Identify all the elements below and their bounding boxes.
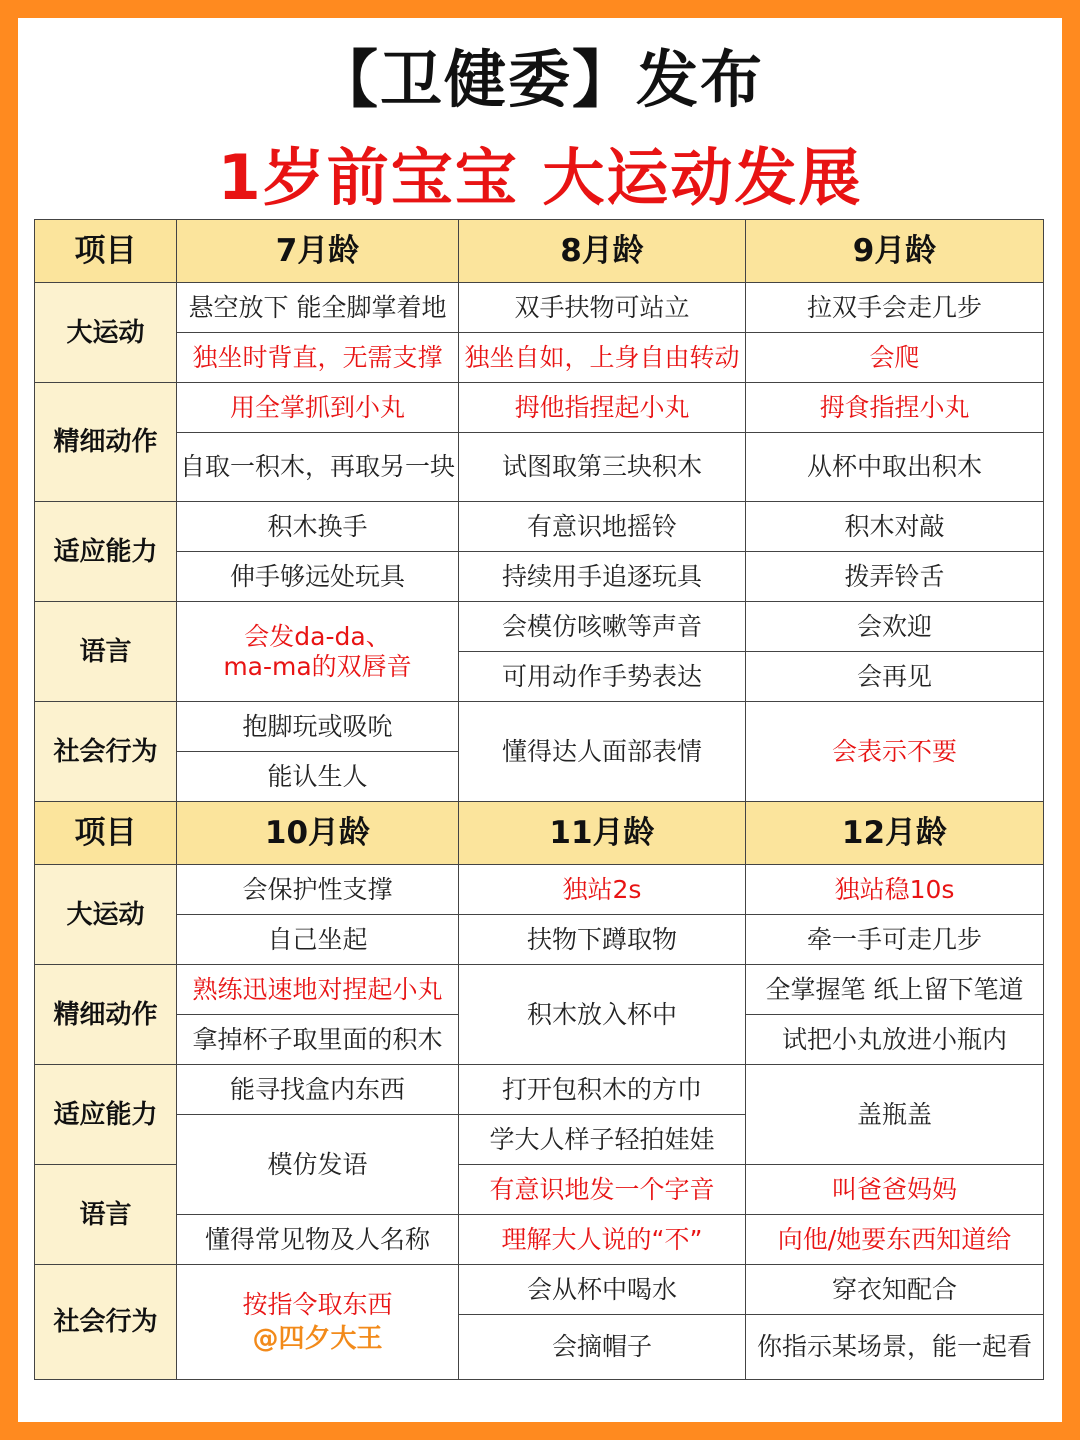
- development-table: [34, 219, 1044, 1380]
- table-cell: 穿衣知配合: [746, 1265, 1044, 1315]
- table-row: [35, 1265, 1044, 1315]
- table-cell: 理解大人说的“不”: [459, 1215, 746, 1265]
- table-cell: 模仿发语: [177, 1115, 459, 1215]
- table-cell: [177, 602, 459, 702]
- author-watermark: @四夕大王: [252, 1324, 383, 1354]
- table-cell: 你指示某场景，能一起看: [746, 1315, 1044, 1380]
- category-fine-motor: 精细动作: [35, 965, 177, 1065]
- table-cell: 会从杯中喝水: [459, 1265, 746, 1315]
- table-row: [35, 1215, 1044, 1265]
- table-row: [35, 283, 1044, 333]
- table-cell: 双手扶物可站立: [459, 283, 746, 333]
- table-cell: 积木对敲: [746, 502, 1044, 552]
- table-cell: 懂得达人面部表情: [459, 702, 746, 802]
- table-cell: 扶物下蹲取物: [459, 915, 746, 965]
- table-cell: 独坐时背直，无需支撑: [177, 333, 459, 383]
- table-header-row: [35, 220, 1044, 283]
- table-cell: 试图取第三块积木: [459, 433, 746, 502]
- table-cell: 拨弄铃舌: [746, 552, 1044, 602]
- category-language: 语言: [35, 1165, 177, 1265]
- table-cell: 会欢迎: [746, 602, 1044, 652]
- table-header-row: [35, 802, 1044, 865]
- table-row: [35, 965, 1044, 1015]
- table-row: [35, 602, 1044, 652]
- table-cell: 持续用手追逐玩具: [459, 552, 746, 602]
- category-adaptive: 适应能力: [35, 502, 177, 602]
- page-title: 【卫健委】发布: [315, 43, 764, 116]
- table-cell: 叫爸爸妈妈: [746, 1165, 1044, 1215]
- table-cell: 从杯中取出积木: [746, 433, 1044, 502]
- table-cell: 全掌握笔 纸上留下笔道: [746, 965, 1044, 1015]
- table-cell: 试把小丸放进小瓶内: [746, 1015, 1044, 1065]
- cell-line: 会发da-da、: [244, 621, 391, 651]
- table-cell: 会表示不要: [746, 702, 1044, 802]
- category-gross-motor: 大运动: [35, 865, 177, 965]
- table-row: [35, 702, 1044, 752]
- page-subtitle: 1岁前宝宝 大运动发展: [217, 141, 863, 214]
- table-cell: 独站2s: [459, 865, 746, 915]
- table-cell: 自己坐起: [177, 915, 459, 965]
- table-cell: 抱脚玩或吸吮: [177, 702, 459, 752]
- table-row: [35, 383, 1044, 433]
- table-cell: 用全掌抓到小丸: [177, 383, 459, 433]
- cell-text: 按指令取东西: [242, 1290, 393, 1319]
- category-fine-motor: 精细动作: [35, 383, 177, 502]
- table-cell: 可用动作手势表达: [459, 652, 746, 702]
- header-label: 项目: [35, 802, 177, 865]
- table-row: [35, 552, 1044, 602]
- table-cell: 会保护性支撑: [177, 865, 459, 915]
- table-row: [35, 333, 1044, 383]
- cell-line: ma-ma的双唇音: [223, 651, 412, 681]
- table-cell: 牵一手可走几步: [746, 915, 1044, 965]
- table-cell: 会模仿咳嗽等声音: [459, 602, 746, 652]
- header-label: 项目: [35, 220, 177, 283]
- category-social: 社会行为: [35, 1265, 177, 1380]
- table-cell: 能寻找盒内东西: [177, 1065, 459, 1115]
- table-cell: 积木放入杯中: [459, 965, 746, 1065]
- table-cell: 独坐自如，上身自由转动: [459, 333, 746, 383]
- header-month: 9月龄: [746, 220, 1044, 283]
- category-gross-motor: 大运动: [35, 283, 177, 383]
- table-cell: 会爬: [746, 333, 1044, 383]
- table-cell: 独站稳10s: [746, 865, 1044, 915]
- table-cell: 学大人样子轻拍娃娃: [459, 1115, 746, 1165]
- table-cell: 积木换手: [177, 502, 459, 552]
- table-cell: 拉双手会走几步: [746, 283, 1044, 333]
- table-cell: 有意识地发一个字音: [459, 1165, 746, 1215]
- table-cell: 自取一积木，再取另一块: [177, 433, 459, 502]
- table-row: [35, 1065, 1044, 1115]
- table-cell: 拿掉杯子取里面的积木: [177, 1015, 459, 1065]
- table-row: [35, 915, 1044, 965]
- category-social: 社会行为: [35, 702, 177, 802]
- table-cell: 盖瓶盖: [746, 1065, 1044, 1165]
- category-language: 语言: [35, 602, 177, 702]
- table-cell: 能认生人: [177, 752, 459, 802]
- table-cell: 拇食指捏小丸: [746, 383, 1044, 433]
- header-month: 8月龄: [459, 220, 746, 283]
- table-cell: 会再见: [746, 652, 1044, 702]
- header-month: 12月龄: [746, 802, 1044, 865]
- table-cell: 打开包积木的方巾: [459, 1065, 746, 1115]
- table-cell: 拇他指捏起小丸: [459, 383, 746, 433]
- table-cell: 懂得常见物及人名称: [177, 1215, 459, 1265]
- table-cell: 会摘帽子: [459, 1315, 746, 1380]
- table-cell: 伸手够远处玩具: [177, 552, 459, 602]
- table-cell: 有意识地摇铃: [459, 502, 746, 552]
- header-month: 10月龄: [177, 802, 459, 865]
- table-cell: 向他/她要东西知道给: [746, 1215, 1044, 1265]
- table-cell: 悬空放下 能全脚掌着地: [177, 283, 459, 333]
- header-month: 7月龄: [177, 220, 459, 283]
- table-cell: [177, 1265, 459, 1380]
- table-row: [35, 865, 1044, 915]
- table-row: [35, 433, 1044, 502]
- table-row: [35, 502, 1044, 552]
- header-month: 11月龄: [459, 802, 746, 865]
- table-cell: 熟练迅速地对捏起小丸: [177, 965, 459, 1015]
- category-adaptive: 适应能力: [35, 1065, 177, 1165]
